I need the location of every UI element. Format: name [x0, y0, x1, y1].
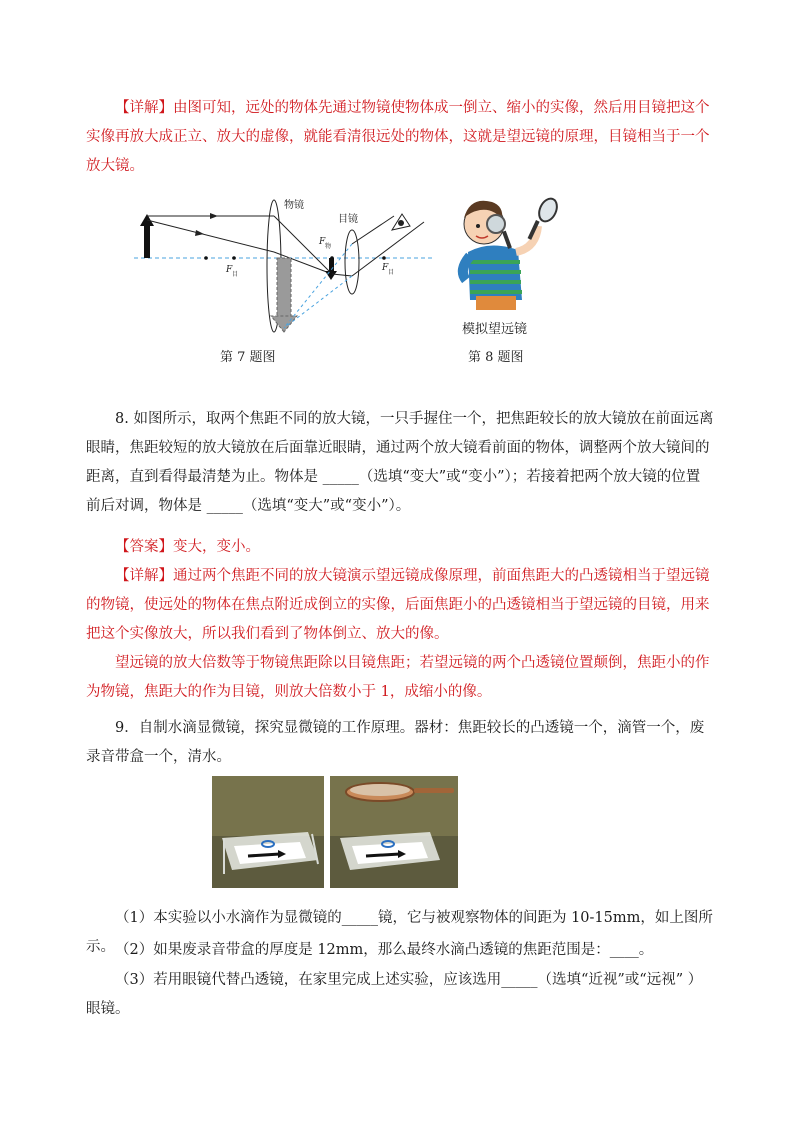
- fig8-caption: 第 8 题图: [468, 350, 524, 365]
- f-obj-sub: 物: [325, 243, 332, 250]
- eyepiece-label: 目镜: [338, 214, 358, 225]
- q7-detail: [86, 94, 714, 181]
- f-eye-label-left: F: [226, 265, 233, 275]
- q9-sub3: （3）若用眼镜代替凸透镜，在家里完成上述实验，应该选用_____（选填“近视”或“远视” ）眼镜。: [86, 972, 703, 1017]
- f-eye-sub-left: 目: [232, 271, 239, 278]
- q8-detail-2: 望远镜的放大倍数等于物镜焦距除以目镜焦距；若望远镜的两个凸透镜位置颠倒，焦距小的作为物镜，焦距大的作为目镜，则放大倍数小于 1，成缩小的像。: [86, 655, 710, 700]
- answer-text: 变大，变小。: [173, 539, 260, 555]
- detail-tag: 【详解】: [115, 568, 173, 584]
- q9-sub2: （2）如果废录音带盒的厚度是 12mm，那么最终水滴凸透镜的焦距范围是：____。: [115, 942, 654, 958]
- experiment-photo-with-magnifier: [330, 776, 458, 888]
- q8-answer: [86, 533, 714, 562]
- f-obj-label: F: [319, 237, 326, 247]
- q8-detail: [86, 562, 714, 649]
- telescope-ray-diagram: [134, 192, 434, 342]
- fig7-caption: 第 7 题图: [220, 350, 276, 365]
- experiment-photo-water-drop: [212, 776, 324, 888]
- detail-text: 由图可知，远处的物体先通过物镜使物体成一倒立、缩小的实像，然后用目镜把这个实像再放大成正立、放大的虚像，就能看清很远处的物体，这就是望远镜的原理，目镜相当于一个放大镜。: [86, 100, 710, 174]
- detail-text: 通过两个焦距不同的放大镜演示望远镜成像原理，前面焦距大的凸透镜相当于望远镜的物镜，使远处的物体在焦点附近成倒立的实像，后面焦距小的凸透镜相当于望远镜的目镜，用来把这个实像放大，所以我们看到了物体倒立、放大的像。: [86, 568, 710, 642]
- q8-question: 8. 如图所示，取两个焦距不同的放大镜，一只手握住一个，把焦距较长的放大镜放在前面远离眼睛，焦距较短的放大镜放在后面靠近眼睛，通过两个放大镜看前面的物体，调整两个放大镜间的距离，直到看得最清楚为止。物体是 _____（选填“变大”或“变小”）；若接着把两个放大镜的位置前后对调，物体是 _____（选填“变大”或“变小”）。: [86, 411, 714, 514]
- q9-question: 9．自制水滴显微镜，探究显微镜的工作原理。器材：焦距较长的凸透镜一个，滴管一个，废录音带盒一个，清水。: [86, 720, 705, 765]
- objective-label: 物镜: [284, 200, 304, 211]
- detail-tag: 【详解】: [115, 100, 173, 116]
- f-eye-sub-right: 目: [388, 269, 395, 276]
- fig8-label: 模拟望远镜: [462, 322, 528, 337]
- f-eye-label-right: F: [382, 263, 389, 273]
- answer-tag: 【答案】: [115, 539, 173, 555]
- q9-sub1: （1）本实验以小水滴作为显微镜的_____镜，它与被观察物体的间距为 10-15mm，如上图所示。: [86, 910, 713, 955]
- boy-with-magnifiers-illustration: [440, 190, 570, 312]
